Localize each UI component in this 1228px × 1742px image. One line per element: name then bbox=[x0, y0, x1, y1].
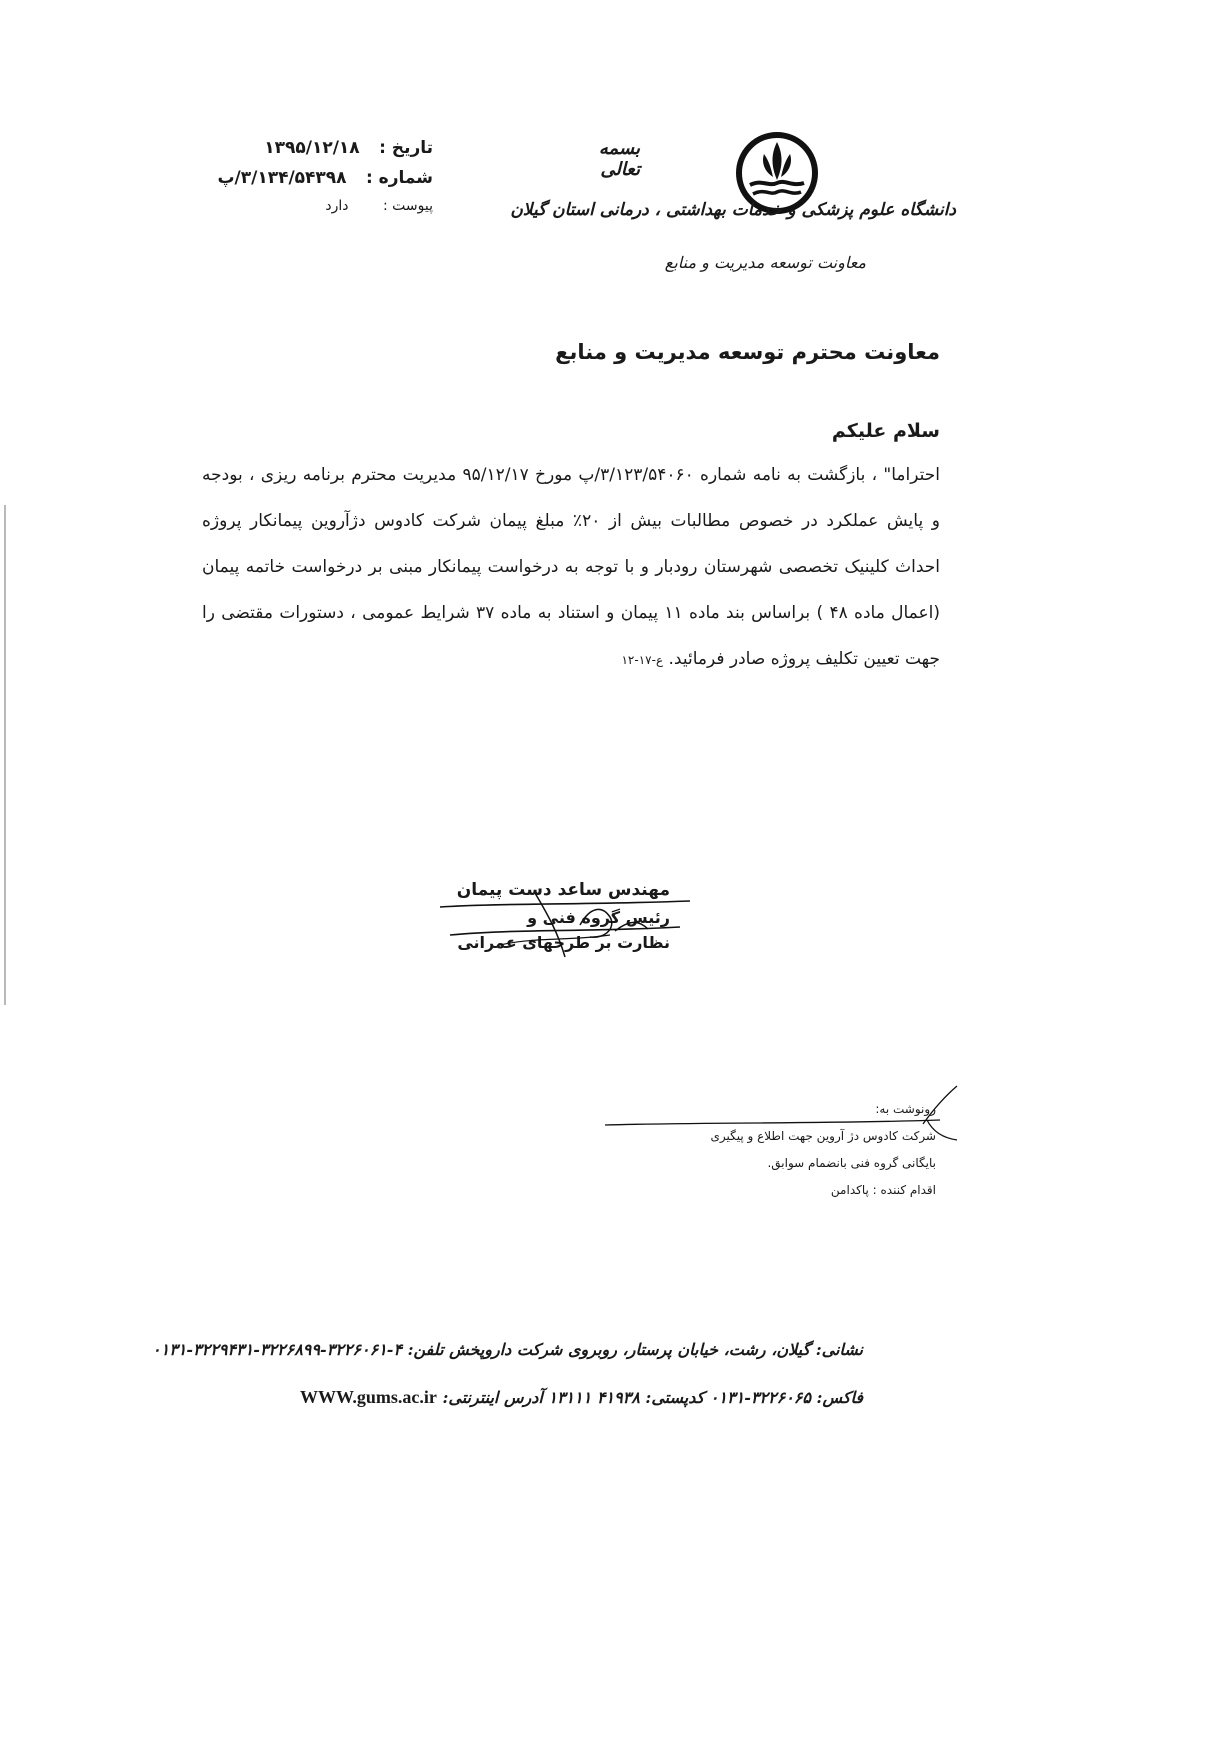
besmellah-text: بسمه تعالی bbox=[598, 138, 640, 180]
footer-fax-postal: فاکس: ۳۲۲۶۰۶۵-۰۱۳۱ کدپستی: ۴۱۹۳۸ ۱۳۱۱۱ آدرس اینترنتی: bbox=[442, 1388, 863, 1407]
signer-title: رئیس گروه فنی و bbox=[527, 908, 670, 927]
date-label: تاریخ : bbox=[379, 138, 433, 158]
letter-body-text: احتراما" ، بازگشت به نامه شماره ۳/۱۲۳/۵۴۰۶۰/پ مورخ ۹۵/۱۲/۱۷ مدیریت محترم برنامه ریزی ، بودجه و پایش عملکرد در خصوص مطالبات بیش از ۲۰٪ مبلغ پیمان شرکت کادوس دژآروین پیمانکار پروژه احداث کلینیک تخصصی شهرستان رودبار و با توجه به درخواست پیمانکار مبنی بر درخواست خاتمه پیمان (اعمال ماده ۴۸ ) براساس بند ماده ۱۱ پیمان و استناد به ماده ۳۷ شرایط عمومی ، دستورات مقتضی را جهت تعیین تکلیف پروژه صادر فرمائید. bbox=[202, 465, 940, 669]
attachment-label: پیوست : bbox=[383, 198, 433, 214]
recipient-line: معاونت محترم توسعه مدیریت و منابع bbox=[555, 340, 940, 364]
greeting-line: سلام علیکم bbox=[831, 420, 940, 442]
handwritten-signature bbox=[440, 885, 700, 965]
scan-edge-line bbox=[4, 505, 6, 1005]
footer-contact bbox=[263, 1387, 863, 1408]
handwritten-note: ع-۱۷-۱۲ bbox=[621, 653, 664, 667]
department-name: معاونت توسعه مدیریت و منابع bbox=[664, 253, 866, 272]
cc-heading: رونوشت به: bbox=[875, 1102, 936, 1116]
attachment-value: دارد bbox=[325, 198, 349, 214]
cc-item: شرکت کادوس دژ آروین جهت اطلاع و پیگیری bbox=[710, 1129, 936, 1143]
cc-item: اقدام کننده : پاکدامن bbox=[830, 1183, 936, 1197]
letter-body bbox=[202, 452, 940, 683]
website-link[interactable]: WWW.gums.ac.ir bbox=[300, 1387, 437, 1407]
number-label: شماره : bbox=[365, 168, 433, 188]
date-value: ۱۳۹۵/۱۲/۱۸ bbox=[264, 138, 360, 158]
signer-organization: نظارت بر طرحهای عمرانی bbox=[457, 933, 670, 952]
attachment-row bbox=[325, 198, 433, 214]
number-row bbox=[217, 168, 433, 188]
signer-name: مهندس ساعد دست پیمان bbox=[456, 880, 670, 900]
cc-initial-mark bbox=[605, 1080, 965, 1160]
cc-item: بایگانی گروه فنی بانضمام سوابق. bbox=[767, 1156, 936, 1170]
footer-address: نشانی: گیلان، رشت، خیابان پرستار، روبروی شرکت داروپخش تلفن: ۴-۳۲۲۶۰۶۱-۳۲۲۶۸۹۹-۳۲۲۹۴۳۱-۰۱۳۱ bbox=[152, 1340, 863, 1359]
date-row bbox=[264, 138, 433, 158]
university-name: دانشگاه علوم پزشکی و خدمات بهداشتی ، درمانی استان گیلان bbox=[510, 200, 956, 220]
number-value: ۳/۱۳۴/۵۴۳۹۸/پ bbox=[217, 168, 347, 188]
